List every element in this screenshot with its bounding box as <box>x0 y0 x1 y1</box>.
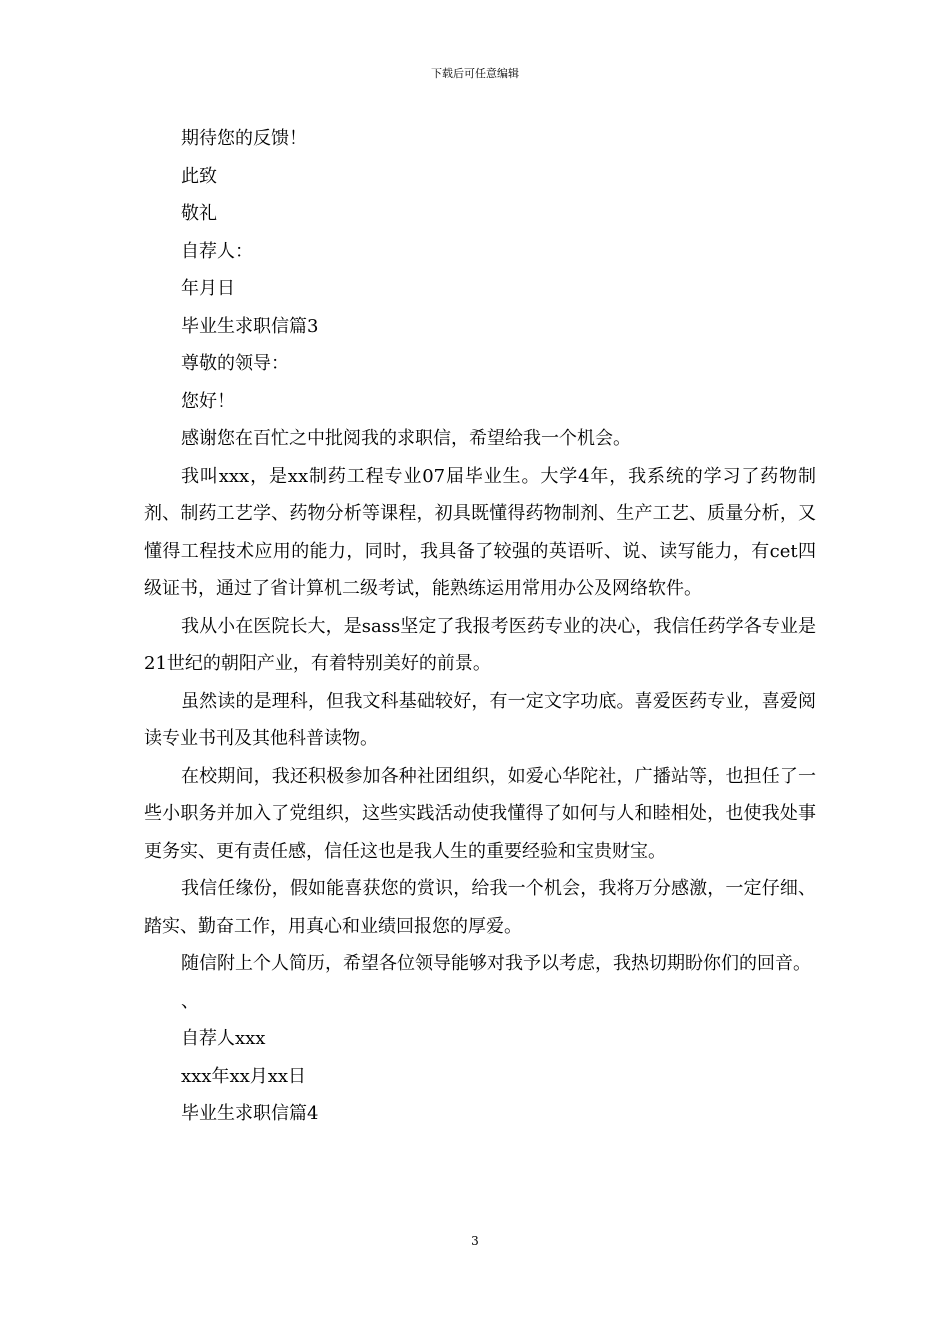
signature: 自荐人xxx <box>181 1028 266 1049</box>
paragraph: 我信任缘份，假如能喜获您的赏识，给我一个机会，我将万分感激，一定仔细、踏实、勤奋工作，用真心和业绩回报您的厚爱。 <box>144 878 816 937</box>
paragraph: 随信附上个人简历，希望各位领导能够对我予以考虑，我热切期盼你们的回音。 <box>181 953 811 974</box>
text-line: 期待您的反馈！ <box>181 128 307 149</box>
paragraph: 虽然读的是理科，但我文科基础较好，有一定文字功底。喜爱医药专业，喜爱阅读专业书刊及其他科普读物。 <box>144 690 816 749</box>
text-line: 感谢您在百忙之中批阅我的求职信，希望给我一个机会。 <box>181 428 631 449</box>
date-line: xxx年xx月xx日 <box>181 1065 307 1087</box>
document-body <box>144 120 816 1133</box>
section-title: 毕业生求职信篇3 <box>181 315 319 337</box>
paragraph: 我从小在医院长大，是sass坚定了我报考医药专业的决心，我信任药学各专业是21世纪的朝阳产业，有着特别美好的前景。 <box>144 615 816 674</box>
page-number: 3 <box>471 1234 479 1248</box>
text-line: 、 <box>181 990 199 1012</box>
text-line: 年月日 <box>181 278 235 299</box>
section-title: 毕业生求职信篇4 <box>181 1103 319 1124</box>
text-line: 此致 <box>181 165 217 187</box>
paragraph: 我叫xxx，是xx制药工程专业07届毕业生。大学4年，我系统的学习了药物制剂、制药工艺学、药物分析等课程，初具既懂得药物制剂、生产工艺、质量分析，又懂得工程技术应用的能力，同时，我具备了较强的英语听、说、读写能力，有cet四级证书，通过了省计算机二级考试，能熟练运用常用办公及网络软件。 <box>144 465 816 599</box>
paragraph: 在校期间，我还积极参加各种社团组织，如爱心华陀社，广播站等，也担任了一些小职务并加入了党组织，这些实践活动使我懂得了如何与人和睦相处，也使我处事更务实、更有责任感，信任这也是我人生的重要经验和宝贵财宝。 <box>144 765 816 862</box>
text-line: 自荐人： <box>181 240 253 262</box>
text-line: 敬礼 <box>181 203 217 224</box>
greeting: 您好！ <box>181 390 235 412</box>
salutation: 尊敬的领导： <box>181 353 289 374</box>
page-header: 下载后可任意编辑 <box>431 67 519 80</box>
